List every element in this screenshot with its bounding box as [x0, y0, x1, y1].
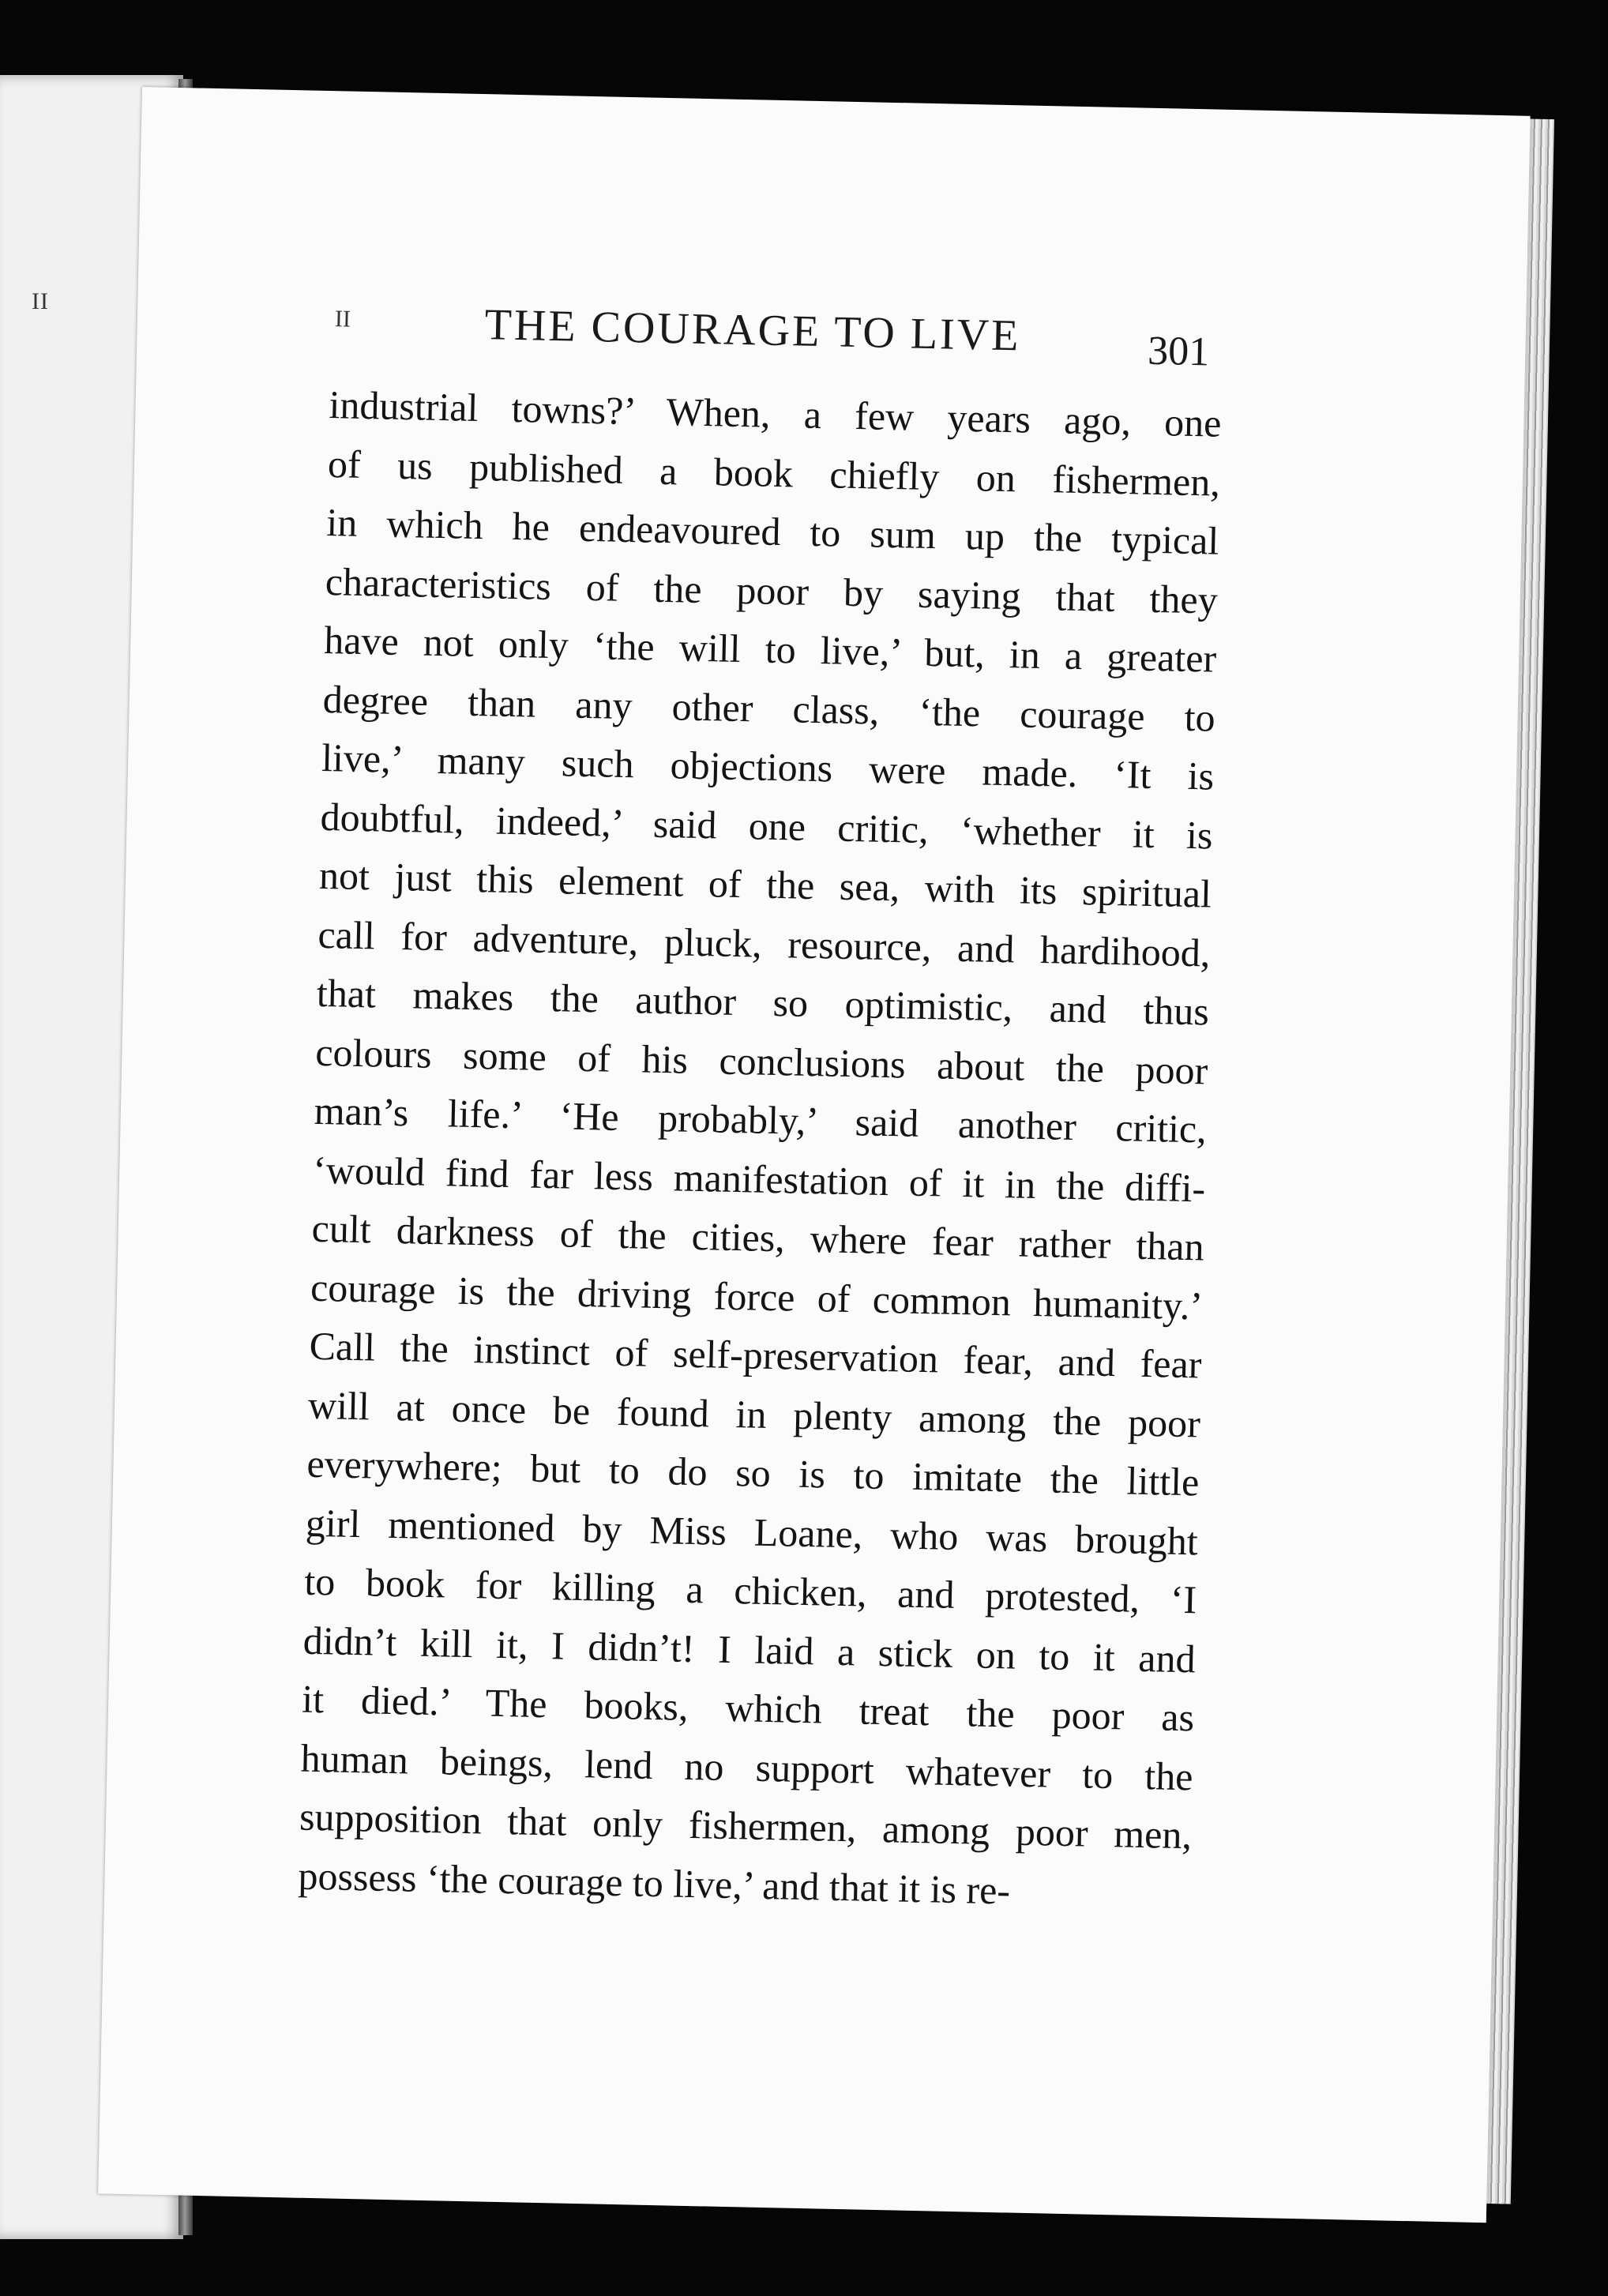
text-line: of us published a book chiefly on fishermen,: [327, 441, 1221, 505]
text-line: have not only ‘the will to live,’ but, in a greater: [323, 617, 1217, 681]
text-line: that makes the author so optimistic, and thus: [316, 970, 1210, 1034]
page-number: 301: [1147, 328, 1210, 375]
text-line: man’s life.’ ‘He probably,’ said another critic,: [314, 1088, 1208, 1152]
text-line: degree than any other class, ‘the courage to: [322, 676, 1216, 740]
text-line: in which he endeavoured to sum up the typical: [325, 500, 1219, 563]
body-text: [298, 375, 1222, 1923]
running-title: THE COURAGE TO LIVE: [484, 300, 1021, 361]
text-line: industrial towns?’ When, a few years ago, one: [329, 382, 1222, 445]
text-line: supposition that only fishermen, among poor men,: [299, 1794, 1193, 1858]
text-line: possess ‘the courage to live,’ and that it is re-: [298, 1853, 1011, 1913]
text-line: live,’ many such objections were made. ‘It is: [321, 735, 1215, 799]
text-line: Call the instinct of self-preservation fear, and fear: [309, 1323, 1203, 1387]
text-line: it died.’ The books, which treat the poor as: [301, 1676, 1195, 1740]
left-page-marker: II: [32, 288, 49, 314]
text-line: cult darkness of the cities, where fear rather than: [311, 1205, 1205, 1269]
text-line: girl mentioned by Miss Loane, who was brought: [305, 1500, 1199, 1563]
text-line: colours some of his conclusions about the poor: [314, 1029, 1208, 1093]
chapter-marker: II: [334, 306, 351, 333]
text-line: doubtful, indeed,’ said one critic, ‘whether it is: [320, 794, 1214, 858]
text-line: everywhere; but to do so is to imitate the little: [306, 1441, 1200, 1505]
text-line: will at once be found in plenty among the poor: [307, 1382, 1201, 1445]
text-line: courage is the driving force of common humanity.’: [310, 1264, 1204, 1328]
text-line: to book for killing a chicken, and protested, ‘I: [303, 1558, 1197, 1622]
right-page: [98, 87, 1530, 2223]
text-line: call for adventure, pluck, resource, and hardihood,: [317, 911, 1211, 975]
text-line: ‘would find far less manifestation of it in the diffi-: [312, 1147, 1206, 1210]
text-line: not just this element of the sea, with its spiritual: [318, 852, 1212, 916]
text-line: human beings, lend no support whatever to the: [300, 1735, 1194, 1798]
text-line: characteristics of the poor by saying that they: [325, 558, 1219, 622]
text-line: didn’t kill it, I didn’t! I laid a stick on to it and: [302, 1618, 1197, 1681]
